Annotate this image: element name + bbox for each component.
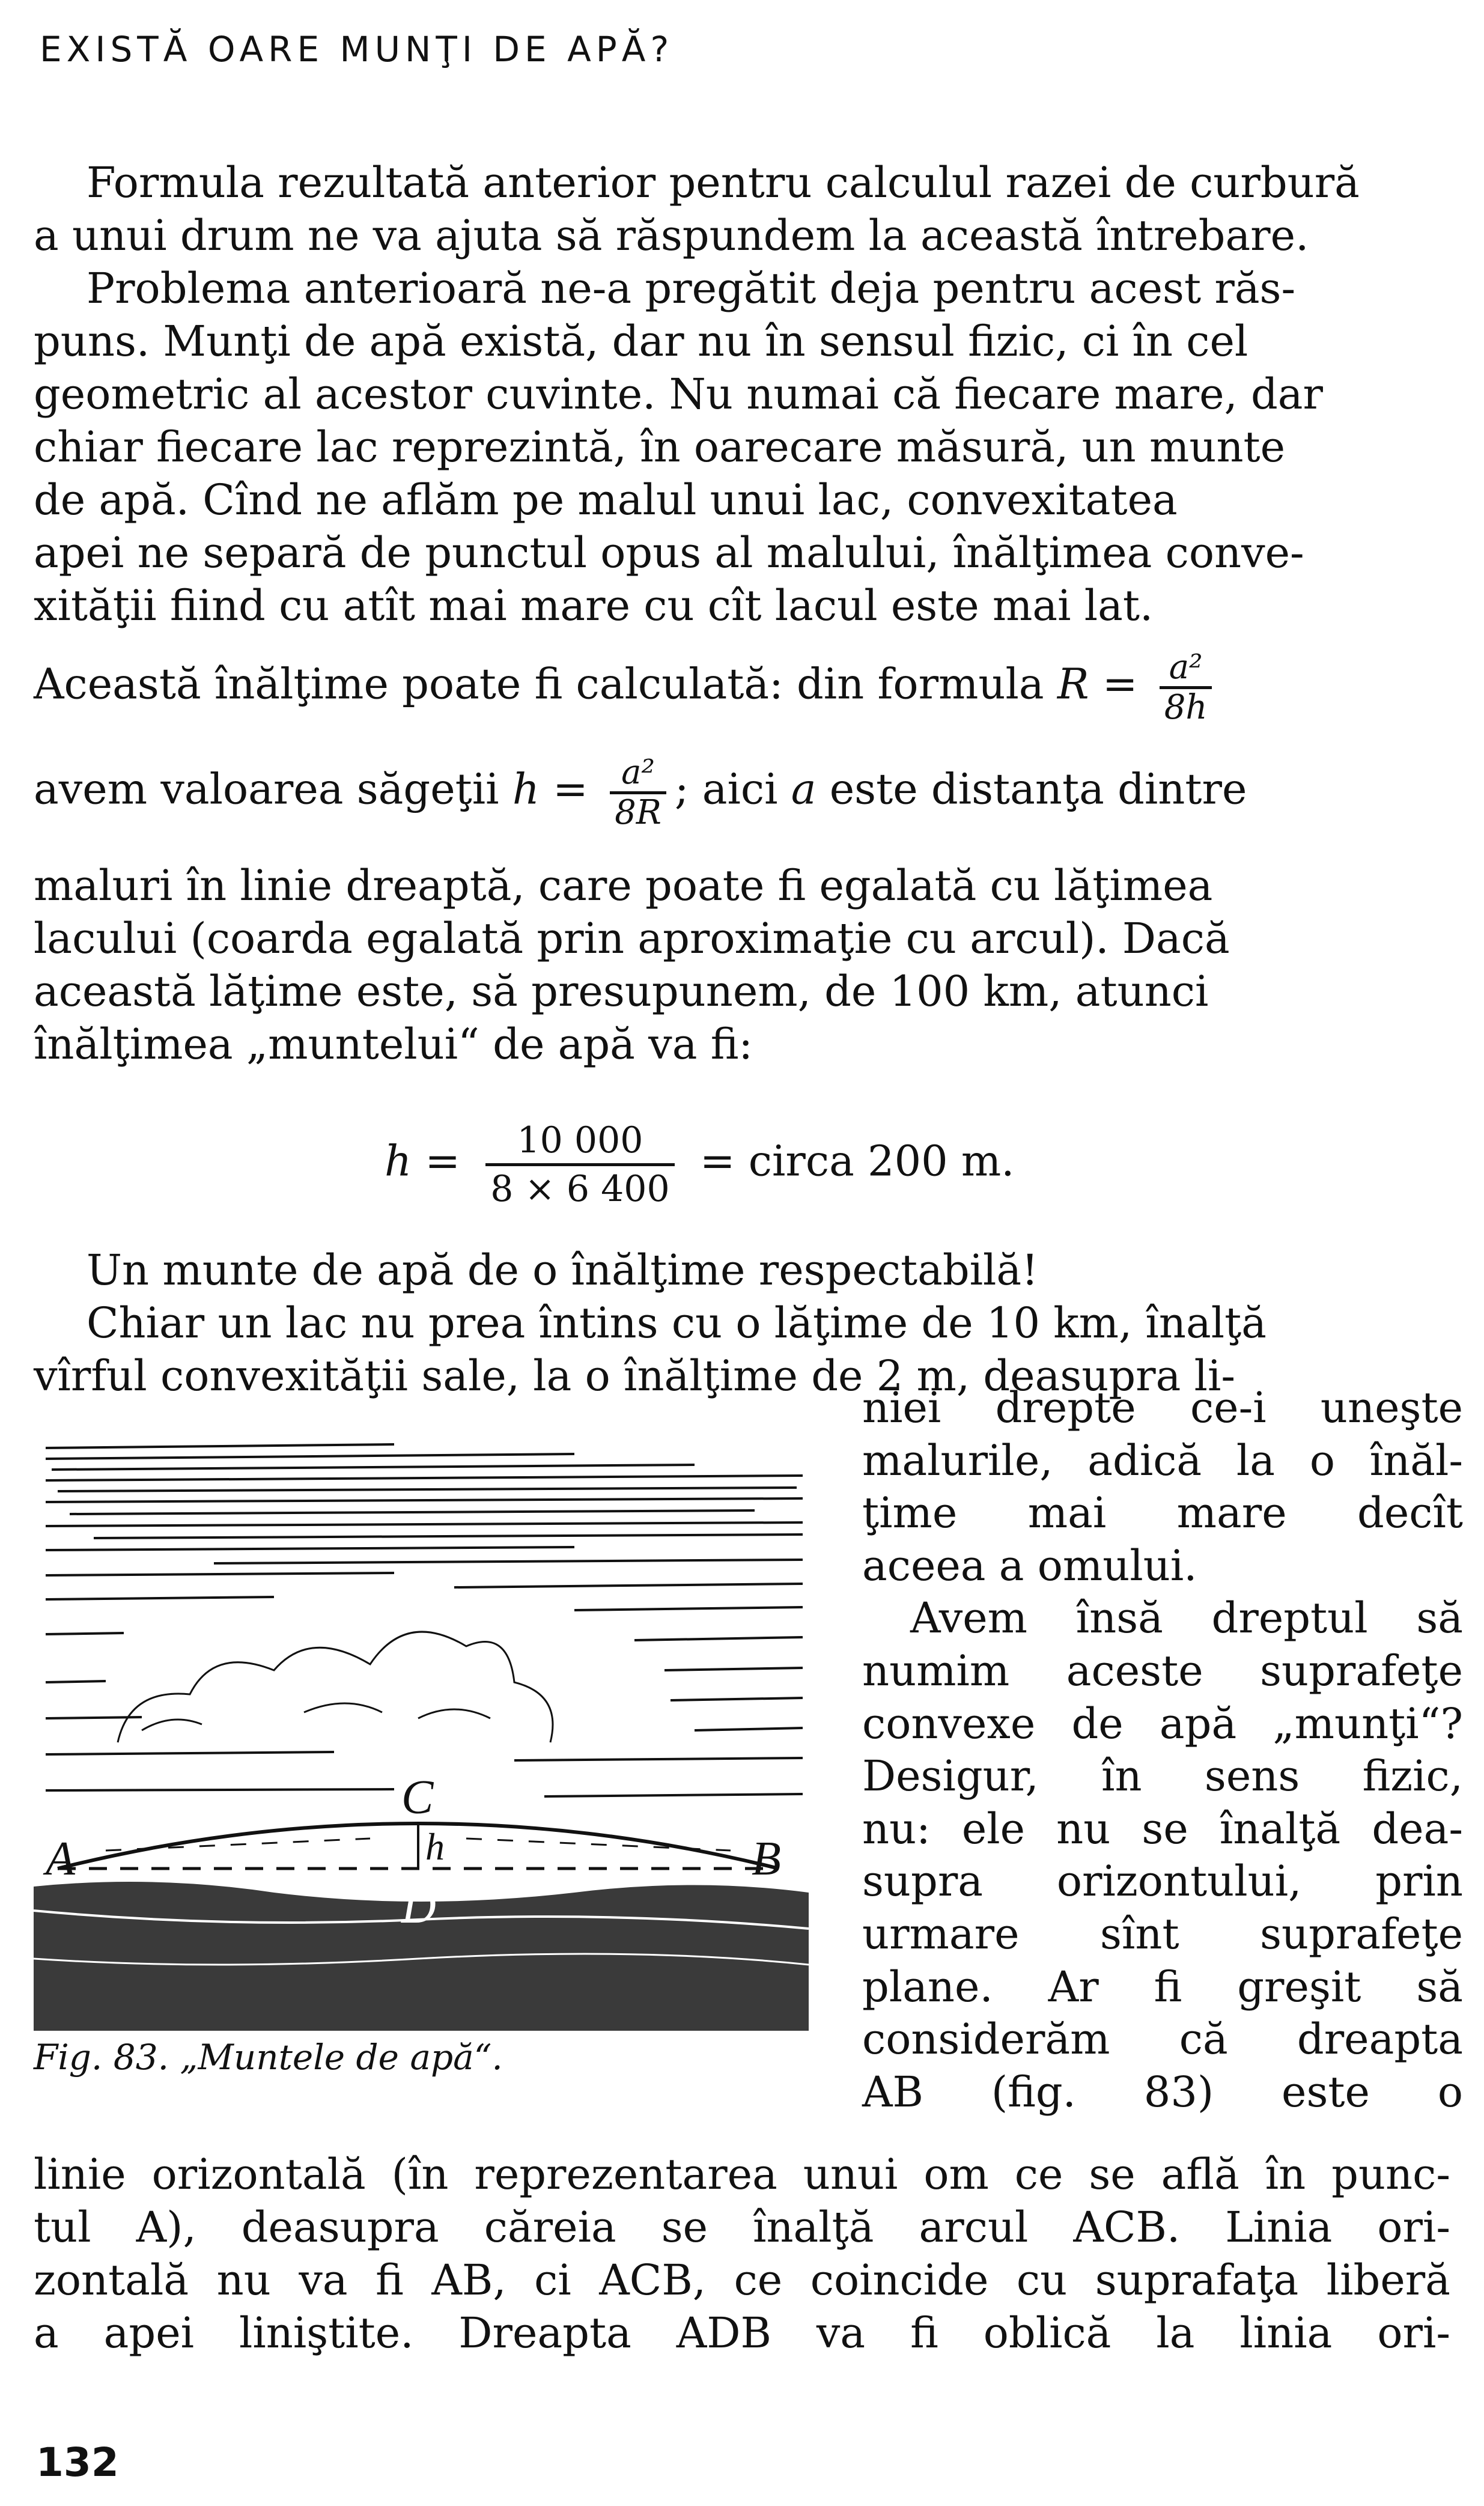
formula-r-denominator: 8h	[1164, 688, 1208, 727]
text-line: supra orizontului, prin	[862, 1857, 1463, 1906]
text-line: Chiar un lac nu prea întins cu o lăţime de 10 km, înalţă	[87, 1298, 1267, 1348]
text-line: linie orizontală (în reprezentarea unui om ce se află în punc-	[34, 2150, 1450, 2199]
formula-r-lhs: R	[1057, 659, 1089, 709]
text-line: apei ne separă de punctul opus al malului, înălţimea conve-	[34, 528, 1304, 577]
formula-h-separator: ;	[674, 764, 689, 814]
formula-h-suffix-1: aici	[702, 764, 778, 814]
big-formula-lhs: h	[385, 1136, 412, 1186]
text-line: Desigur, în sens fizic,	[862, 1751, 1463, 1801]
text-line: Un munte de apă de o înălţime respectabilă!	[87, 1245, 1039, 1295]
label-c: C	[401, 1771, 434, 1824]
big-formula-result: = circa 200 m.	[699, 1136, 1015, 1186]
formula-h-fraction	[610, 754, 666, 832]
text-line: considerăm că dreapta	[862, 2015, 1463, 2064]
formula-h-eq: =	[553, 764, 588, 814]
big-formula-eq: =	[425, 1136, 461, 1186]
clouds	[118, 1632, 553, 1742]
text-line: nu: ele nu se înalţă dea-	[862, 1804, 1463, 1854]
formula-mountain-height	[385, 1118, 1015, 1212]
text-line: convexe de apă „munţi“?	[862, 1699, 1463, 1748]
label-a: A	[46, 1832, 75, 1885]
formula-h-lhs: h	[512, 764, 540, 814]
side-column-text	[862, 1382, 1463, 2118]
text-line: Formula rezultată anterior pentru calculul razei de curbură	[87, 158, 1360, 207]
sky-hatching	[46, 1444, 803, 1796]
text-line: malurile, adică la o înăl-	[862, 1435, 1463, 1485]
figure-illustration	[34, 1430, 809, 2031]
formula-h-suffix-2: este distanţa dintre	[829, 764, 1247, 814]
big-formula-denominator: 8 × 6 400	[490, 1168, 670, 1210]
formula-r-fraction	[1160, 649, 1212, 726]
label-d: D	[401, 1881, 436, 1933]
formula-line-r	[34, 649, 1450, 726]
paragraph-small-lake	[34, 1244, 1450, 1402]
text-line: a apei liniştite. Dreapta ADB va fi oblică la linia ori-	[34, 2308, 1450, 2358]
big-formula-fraction	[485, 1118, 674, 1212]
paragraph-intro	[34, 156, 1450, 632]
text-line: de apă. Cînd ne aflăm pe malul unui lac, convexitatea	[34, 475, 1178, 525]
text-line: Problema anterioară ne-a pregătit deja pentru acest răs-	[87, 264, 1296, 313]
text-line: ţime mai mare decît	[862, 1488, 1463, 1538]
formula-h-denominator: 8R	[615, 793, 661, 832]
text-line: niei drepte ce-i uneşte	[862, 1383, 1463, 1432]
formula-h-prefix: avem valoarea săgeţii	[34, 764, 499, 814]
running-header: EXISTĂ OARE MUNŢI DE APĂ?	[40, 29, 674, 70]
formula-h-suffix-var: a	[791, 764, 817, 814]
formula-r-numerator: a²	[1160, 649, 1212, 689]
text-line: chiar fiecare lac reprezintă, în oarecare măsură, un munte	[34, 422, 1286, 472]
text-line: această lăţime este, să presupunem, de 100 km, atunci	[34, 967, 1209, 1016]
text-line: xităţii fiind cu atît mai mare cu cît lacul este mai lat.	[34, 581, 1154, 630]
formula-intro-text: Această înălţime poate fi calculată: din formula	[34, 659, 1044, 709]
paragraph-width	[34, 859, 1450, 1071]
page-number: 132	[36, 2439, 119, 2486]
formula-h-numerator: a²	[610, 754, 666, 794]
text-line: tul A), deasupra căreia se înalţă arcul ACB. Linia ori-	[34, 2203, 1450, 2252]
text-line: aceea a omului.	[862, 1540, 1197, 1590]
paragraph-horizon	[34, 2148, 1450, 2359]
text-line: AB (fig. 83) este o	[862, 2067, 1463, 2117]
text-line: numim aceste suprafeţe	[862, 1646, 1463, 1696]
text-line: a unui drum ne va ajuta să răspundem la această întrebare.	[34, 211, 1309, 260]
formula-line-h	[34, 754, 1450, 832]
big-formula-numerator: 10 000	[485, 1118, 674, 1166]
label-h: h	[425, 1825, 445, 1868]
text-line: lacului (coarda egalată prin aproximaţie cu arcul). Dacă	[34, 914, 1230, 963]
figure-caption: Fig. 83. „Muntele de apă“.	[34, 2037, 503, 2078]
text-line: geometric al acestor cuvinte. Nu numai că fiecare mare, dar	[34, 370, 1324, 419]
text-line: plane. Ar fi greşit să	[862, 1962, 1463, 2012]
text-line: puns. Munţi de apă există, dar nu în sensul fizic, ci în cel	[34, 317, 1248, 366]
text-line: vîrful convexităţii sale, la o înălţime de 2 m, deasupra li-	[34, 1351, 1236, 1401]
label-b: B	[752, 1832, 781, 1885]
text-line: Avem însă dreptul să	[910, 1593, 1463, 1643]
text-line: urmare sînt suprafeţe	[862, 1909, 1463, 1959]
text-line: înălţimea „muntelui“ de apă va fi:	[34, 1020, 753, 1069]
formula-r-eq: =	[1102, 659, 1138, 709]
text-line: maluri în linie dreaptă, care poate fi egalată cu lăţimea	[34, 861, 1213, 910]
text-line: zontală nu va fi AB, ci ACB, ce coincide cu suprafaţa liberă	[34, 2255, 1450, 2305]
